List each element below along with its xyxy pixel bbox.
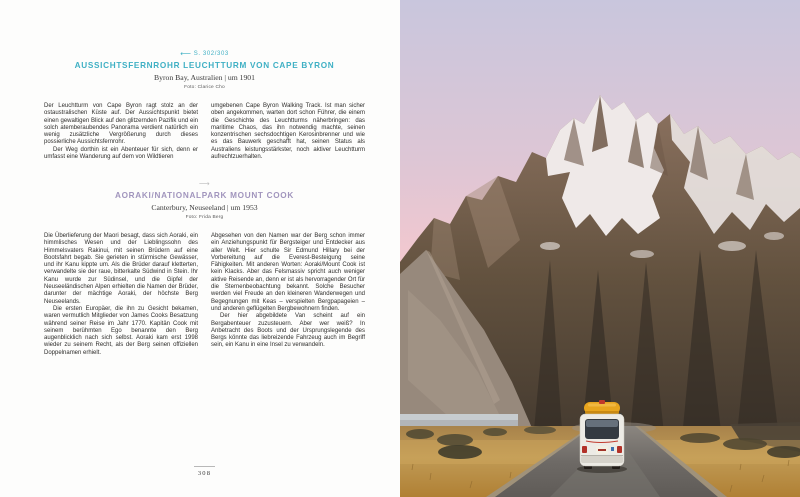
text-column-right — [211, 233, 365, 357]
footer-rule — [194, 466, 215, 467]
photo-credit-aoraki: Foto: Frida Berg — [185, 214, 224, 220]
paragraph: Die Überlieferung der Maori besagt, dass sich Aoraki, ein himmlisches Wesen und der Lieblingssohn des Himmelsvaters Rakinui, mit seinen Brüdern auf eine Bootsfahrt begab. Sie gerieten in stürmische Gewässer, und ihr Kanu kippte um. Als die Brüder darauf kletterten, verwandelte sie der raue, bitterkalte Südwind in Stein. Ihr Kanu wurde zur Südinsel, und die Gipfel der Neuseeländischen Alpen erhielten die Namen der Brüder, darunter der mächtige Aoraki, der höchste Berg Neuseelands. — [44, 233, 198, 305]
paragraph: Die ersten Europäer, die ihn zu Gesicht bekamen, waren vermutlich Mitglieder von James Cooks Besatzung während seiner Reise im Jahr 1770. Kapitän Cook mit seinem berühmten Ego benannte den Berg augenblicklich nach sich selbst. Aoraki kam erst 1998 wieder zu seinem Recht, als der Berg seinen offiziellen Doppelnamen erhielt. — [44, 305, 198, 356]
back-arrow-icon: ⟵ — [180, 49, 192, 58]
text-column-left — [44, 103, 198, 161]
article-title-aoraki: AORAKI/NATIONALPARK MOUNT COOK — [115, 191, 294, 200]
mount-cook-photo — [400, 0, 800, 497]
page-reference — [44, 180, 365, 188]
text-column-right — [211, 103, 365, 161]
tail-light-left — [582, 446, 587, 453]
article-body-aoraki — [44, 233, 365, 357]
window-reflection — [586, 420, 618, 427]
page-reference — [44, 50, 365, 58]
tail-light-right — [617, 446, 622, 453]
page-number: 308 — [197, 470, 212, 477]
bumper — [581, 456, 623, 463]
text-column-left — [44, 233, 198, 357]
article-body-cape-byron — [44, 103, 365, 161]
forward-arrow-icon: ⟶ — [198, 179, 211, 188]
article-subtitle-cape-byron: Byron Bay, Australien | um 1901 — [154, 73, 255, 82]
blue-sticker — [611, 447, 614, 451]
page-footer — [44, 466, 365, 477]
lake-haze-band — [400, 414, 518, 427]
canoe-hull-shade — [585, 411, 619, 414]
article-subtitle-aoraki: Canterbury, Neuseeland | um 1953 — [151, 203, 258, 212]
plate-text — [598, 449, 606, 451]
article-header-aoraki — [44, 180, 365, 220]
paragraph: Der hier abgebildete Van scheint auf ein Bergabenteuer zuzusteuern. Aber wer weiß? In Anbetracht des Boots und der Ursprungslegende des Bergs könnte das liebreizende Fahrzeug auch im Begriff sein, ein Kanu in eine Insel zu verwandeln. — [211, 313, 365, 349]
article-header-cape-byron — [44, 50, 365, 90]
paragraph: umgebenen Cape Byron Walking Track. Ist man sicher oben angekommen, warten dort schon Führer, die einem die Geschichte des Leuchtturms näherbringen: das maritime Chaos, das ihn notwendig machte, seinen konzentrischen sechsdochtigen Kerosinbrenner und wie es das Bauwerk geschafft hat, seinen Status als Australiens leistungsstärkster, noch aktiver Leuchtturm aufrechtzuerhalten. — [211, 103, 365, 161]
photo-credit-cape-byron: Foto: Clarice Cho — [184, 84, 225, 90]
article-title-cape-byron: AUSSICHTSFERNROHR LEUCHTTURM VON CAPE BYRON — [74, 61, 335, 70]
paragraph: Der Leuchtturm von Cape Byron ragt stolz an der ostaustralischen Küste auf. Der Aussichtspunkt bietet einen gewaltigen Blick auf den glitzernden Pazifik und ein solch atemberaubendes Panorama verdient natürlich ein wenig zusätzliche Vergrößerung durch dieses possierliche Aussichtsfernrohr. — [44, 103, 198, 146]
bumper-shadow — [581, 455, 623, 456]
paragraph: Der Weg dorthin ist ein Abenteuer für sich, denn er umfasst eine Wanderung auf dem von Wildtieren — [44, 146, 198, 161]
right-photo-page — [400, 0, 800, 497]
page-reference-label: S. 302/303 — [193, 51, 229, 57]
canoe-strap — [599, 400, 605, 404]
paragraph: Abgesehen von den Namen war der Berg schon immer ein Anziehungspunkt für Bergsteiger und Entdecker aus aller Welt. Hier schulte Sir Edmund Hillary bei der Vorbereitung auf die Everest-Besteigung seine Fähigkeiten. Mit anderen Worten: Aoraki/Mount Cook ist kein Klacks. Aber das Felsmassiv spricht auch weniger aktive Reisende an, denn er ist als hervorragender Ort für die Sternenbeobachtung bekannt. Solche Besucher werden viel Freude an den kleineren Wanderwegen und Begegnungen mit Keas – verspielten Bergpapageien – und anderen geflügelten Bergbewohnern finden. — [211, 233, 365, 312]
